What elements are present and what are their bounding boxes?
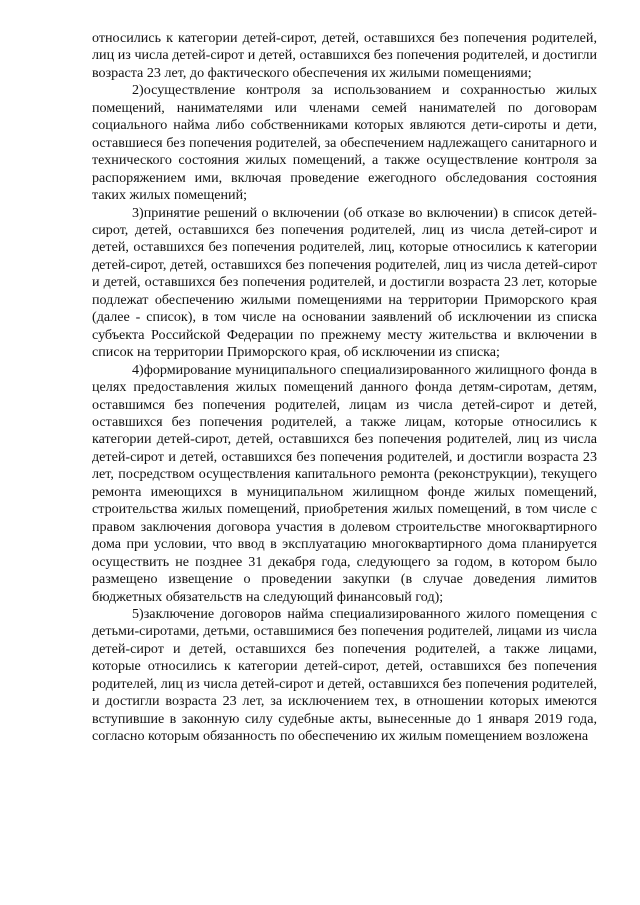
document-body bbox=[92, 30, 597, 746]
paragraph-item-5: 5)заключение договоров найма специализированного жилого помещения с детьми-сиротами, детьми, оставшимися без попечения родителей, лицами из числа детей-сирот и детей, оставшихся без попечения родителей, а также лицами, которые относились к категории детей-сирот, детей, оставшихся без попечения родителей, лиц из числа детей-сирот и детей, оставшихся без попечения родителей, и достигли возраста 23 лет, за исключением тех, в отношении которых имеются вступившие в законную силу судебные акты, вынесенные до 1 января 2019 года, согласно которым обязанность по обеспечению их жилым помещением возложена bbox=[92, 605, 597, 745]
paragraph-item-2: 2)осуществление контроля за использованием и сохранностью жилых помещений, нанимателями или членами семей нанимателей по договорам социального найма либо собственниками которых являются дети-сироты и дети, оставшиеся без попечения родителей, за обеспечением надлежащего санитарного и технического состояния жилых помещений, а также осуществление контроля за распоряжением ими, включая проведение ежегодного обследования состояния таких жилых помещений; bbox=[92, 82, 597, 204]
paragraph-item-4: 4)формирование муниципального специализированного жилищного фонда в целях предоставления жилых помещений данного фонда детям-сиротам, детям, оставшимся без попечения родителей, лицам из числа детей-сирот и детей, оставшихся без попечения родителей, а также лицам, которые относились к категории детей-сирот, детей, оставшихся без попечения родителей, лиц из числа детей-сирот и детей, оставшихся без попечения родителей, и достигли возраста 23 лет, посредством осуществления капитального ремонта (реконструкции), текущего ремонта имеющихся в муниципальном жилищном фонде жилых помещений, строительства жилых помещений, приобретения жилых помещений, в том числе с правом заключения договора участия в долевом строительстве многоквартирного дома при условии, что ввод в эксплуатацию многоквартирного дома планируется осуществить не позднее 31 декабря года, следующего за годом, в котором было размещено извещение о проведении закупки (в случае доведения лимитов бюджетных обязательств на следующий финансовый год); bbox=[92, 361, 597, 605]
paragraph-continuation: относились к категории детей-сирот, детей, оставшихся без попечения родителей, лиц из числа детей-сирот и детей, оставшихся без попечения родителей, и достигли возраста 23 лет, до фактического обеспечения их жилыми помещениями; bbox=[92, 30, 597, 81]
paragraph-item-3: 3)принятие решений о включении (об отказе во включении) в список детей-сирот, детей, оставшихся без попечения родителей, лиц из числа детей-сирот и детей, оставшихся без попечения родителей, лиц, которые относились к категории детей-сирот, детей, оставшихся без попечения родителей, лиц из числа детей-сирот и детей, оставшихся без попечения родителей, и достигли возраста 23 лет, которые подлежат обеспечению жилыми помещениями на территории Приморского края (далее - список), в том числе на основании заявлений об исключении из списка субъекта Российской Федерации по прежнему месту жительства и включении в список на территории Приморского края, об исключении из списка; bbox=[92, 204, 597, 361]
